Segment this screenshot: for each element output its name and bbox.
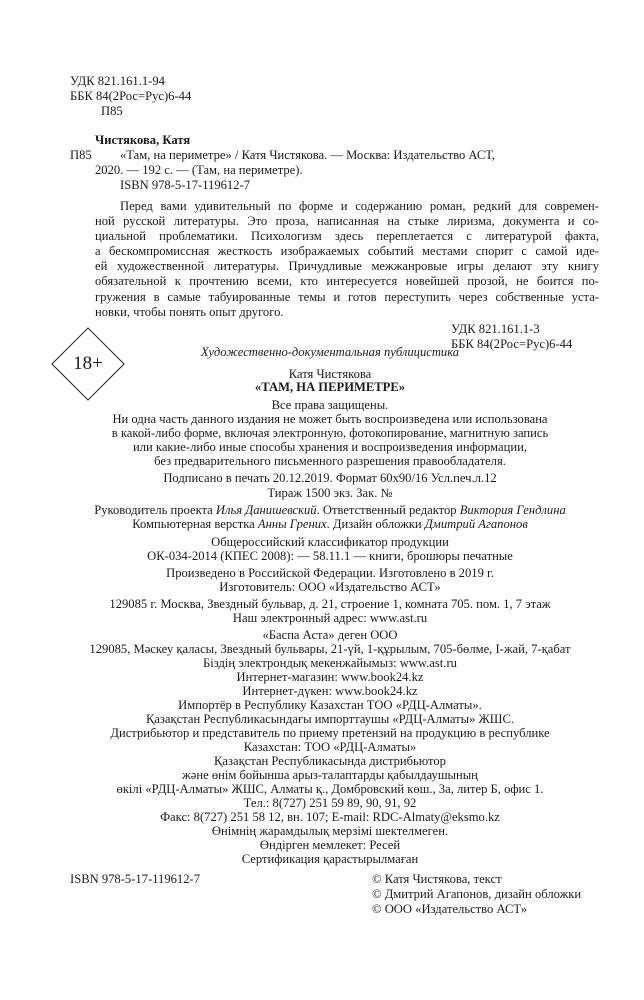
rights-line: Все права защищены. bbox=[271, 398, 389, 412]
biblio-line-1: «Там, на периметре» / Катя Чистякова. — Москва: Издательство АСТ, bbox=[120, 148, 495, 162]
staff-person: Анны Грених bbox=[257, 517, 327, 531]
biblio-line-2: 2020. — 192 с. — (Там, на периметре). bbox=[95, 163, 303, 177]
annotation bbox=[95, 199, 599, 320]
classification-udk: УДК 821.161.1-3 bbox=[451, 322, 540, 336]
footer-isbn: ISBN 978-5-17-119612-7 bbox=[70, 872, 201, 886]
kazakh-line: Тел.: 8(727) 251 59 89, 90, 91, 92 bbox=[243, 796, 417, 810]
manufacturer-line: Изготовитель: ООО «Издательство АСТ» bbox=[219, 580, 441, 594]
staff-role: Руководитель проекта bbox=[94, 503, 216, 517]
imprint-author: Катя Чистякова bbox=[288, 367, 372, 381]
kazakh-line: Қазақстан Республикасындағы импорттаушы «РДЦ-Алматы» ЖШС. bbox=[145, 712, 515, 726]
annotation-line: ной русской литературы. Это проза, написанная на стыке лиризма, документа и со- bbox=[95, 214, 599, 229]
print-line: Подписано в печать 20.12.2019. Формат 60х90/16 Усл.печ.л.12 bbox=[163, 471, 497, 485]
annotation-line: циальной проблематики. Психологизм здесь переплетается с литературой факта, bbox=[95, 229, 599, 244]
genre-label: Художественно-документальная публицистика bbox=[200, 345, 460, 359]
biblio-isbn: ISBN 978-5-17-119612-7 bbox=[120, 178, 251, 192]
staff-line-2 bbox=[70, 517, 590, 532]
print-line: Тираж 1500 экз. Зак. № bbox=[267, 486, 393, 500]
staff-role: . Дизайн обложки bbox=[326, 517, 425, 531]
kazakh-line: өкілі «РДЦ-Алматы» ЖШС, Алматы қ., Домбровский көш., 3а, литер Б, офис 1. bbox=[116, 782, 544, 796]
kazakh-line: Өндірген мемлекет: Ресей bbox=[259, 838, 401, 852]
staff-role: . Ответственный редактор bbox=[316, 503, 460, 517]
copyright-line: © Дмитрий Агапонов, дизайн обложки bbox=[372, 887, 582, 901]
header-code: П85 bbox=[101, 104, 123, 118]
staff-role: Компьютерная верстка bbox=[132, 517, 258, 531]
kazakh-line: Өнімнің жарамдылық мерзімі шектелмеген. bbox=[211, 824, 449, 838]
okpd-line: Общероссийский классификатор продукции bbox=[211, 535, 449, 549]
annotation-line: гружения в самые табуированные темы и готов переступить через собственные уста- bbox=[95, 289, 599, 304]
kazakh-line: Факс: 8(727) 251 58 12, вн. 107; E-mail: RDC-Almaty@eksmo.kz bbox=[160, 810, 500, 824]
staff-person: Виктория Гендлина bbox=[459, 503, 566, 517]
copyright-line: © Катя Чистякова, текст bbox=[372, 872, 502, 886]
kazakh-line: Қазақстан Республикасында дистрибьютор bbox=[214, 754, 446, 768]
annotation-line: обязательной к прочтению всеми, кто интересуется новейшей прозой, не боится по- bbox=[95, 274, 599, 289]
kazakh-line: Казахстан: ТОО «РДЦ-Алматы» bbox=[243, 740, 417, 754]
imprint-title: «ТАМ, НА ПЕРИМЕТРЕ» bbox=[254, 380, 406, 394]
kazakh-line: және өнім бойынша арыз-талаптарды қабылдаушының bbox=[182, 768, 478, 782]
kazakh-line: «Баспа Аста» деген ООО bbox=[262, 628, 398, 642]
copyright-line: © ООО «Издательство АСТ» bbox=[372, 902, 528, 916]
biblio-author: Чистякова, Катя bbox=[95, 133, 191, 147]
biblio-code: П85 bbox=[70, 148, 92, 162]
rights-line: Ни одна часть данного издания не может быть воспроизведена или использована bbox=[112, 412, 548, 426]
kazakh-line: Дистрибьютор и представитель по приему претензий на продукцию в республике bbox=[110, 726, 550, 740]
annotation-line: ей художественной литературы. Причудливые межжанровые игры делают эту книгу bbox=[95, 259, 599, 274]
classification-bbk: ББК 84(2Рос=Рус)6-44 bbox=[451, 337, 573, 351]
annotation-line: а бескомпромиссная жесткость изображаемых событий местами спорит с самой иде- bbox=[95, 244, 599, 259]
annotation-line: новки, чтобы понять опыт другого. bbox=[95, 304, 284, 319]
header-udk: УДК 821.161.1-94 bbox=[70, 74, 165, 88]
kazakh-line: Импортёр в Республику Казахстан ТОО «РДЦ-Алматы». bbox=[178, 698, 482, 712]
annotation-line: Перед вами удивительный по форме и содержанию роман, редкий для современ- bbox=[120, 199, 599, 213]
kazakh-line: Интернет-магазин: www.book24.kz bbox=[236, 670, 424, 684]
staff-person: Илья Данишевский bbox=[215, 503, 317, 517]
header-bbk: ББК 84(2Рос=Рус)6-44 bbox=[70, 89, 192, 103]
kazakh-line: 129085, Мәскеу қаласы, Звездный бульвары, 21-үй, 1-құрылым, 705-бөлме, I-жай, 7-қабат bbox=[89, 642, 571, 656]
rights-line: в какой-либо форме, включая электронную, фотокопирование, магнитную запись bbox=[111, 426, 549, 440]
kazakh-line: Сертификация қарастырылмаған bbox=[241, 852, 419, 866]
rights-line: или какие-либо иные способы хранения и воспроизведения информации, bbox=[133, 440, 527, 454]
staff-line-1 bbox=[70, 503, 590, 518]
staff-person: Дмитрий Агапонов bbox=[424, 517, 528, 531]
manufacturer-line: Произведено в Российской Федерации. Изготовлено в 2019 г. bbox=[166, 566, 494, 580]
manufacturer-line: 129085 г. Москва, Звездный бульвар, д. 21, строение 1, комната 705. пом. 1, 7 этаж bbox=[109, 597, 551, 611]
age-rating-label: 18+ bbox=[73, 353, 103, 374]
kazakh-line: Интернет-дүкен: www.book24.kz bbox=[242, 684, 418, 698]
kazakh-line: Біздің электрондық мекенжайымыз: www.ast.ru bbox=[203, 656, 457, 670]
rights-line: без предварительного письменного разрешения правообладателя. bbox=[154, 454, 506, 468]
manufacturer-line: Наш электронный адрес: www.ast.ru bbox=[232, 611, 428, 625]
okpd-line: ОК-034-2014 (КПЕС 2008): — 58.11.1 — книги, брошюры печатные bbox=[147, 549, 513, 563]
